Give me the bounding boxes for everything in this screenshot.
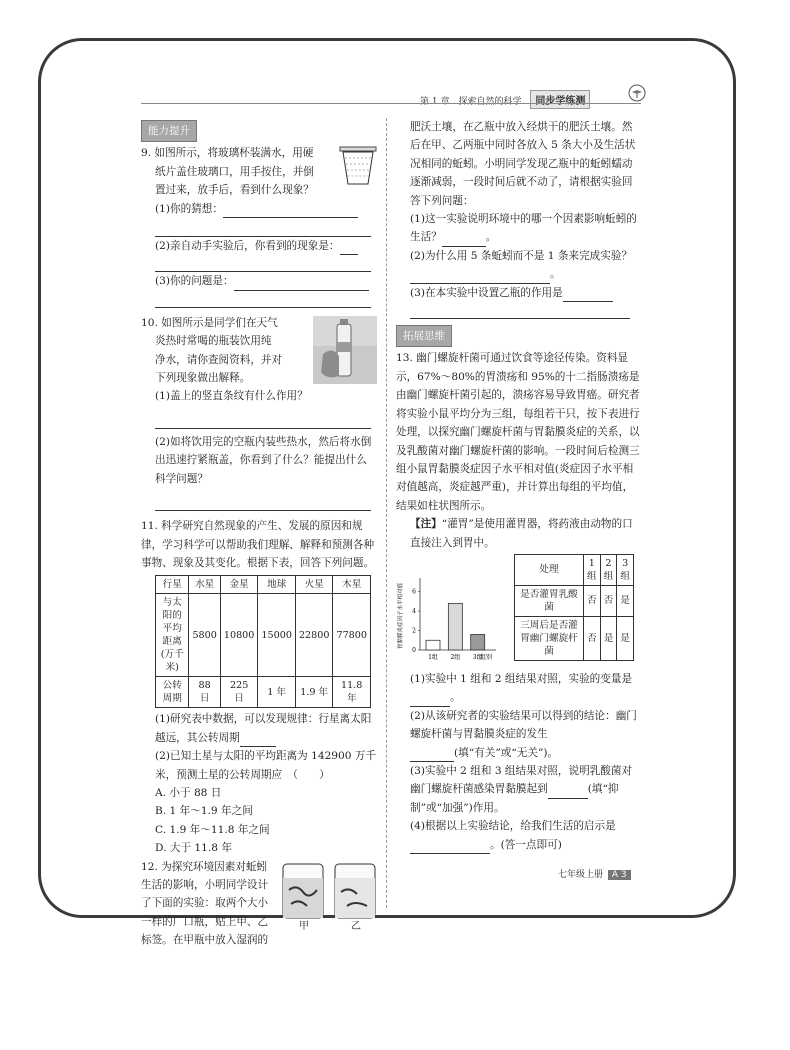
y-tick-label: 0 [412, 646, 416, 654]
q12-part1-text: (1)这一实验说明环境中的哪一个因素影响蚯蚓的生活？ [410, 213, 637, 244]
x-tick-label: 1组 [428, 653, 438, 661]
answer-blank[interactable] [410, 748, 454, 762]
jar-drawing [281, 860, 377, 920]
table-cell: 225 日 [220, 677, 258, 708]
answer-line[interactable] [155, 255, 371, 272]
table-cell: 否 [584, 616, 601, 660]
q13-part3b-text: (填“抑制”或“加强”)作用。 [410, 783, 619, 814]
table-header-row [515, 554, 634, 585]
chart-bars [426, 603, 485, 650]
table-cell: 11.8 年 [333, 677, 371, 708]
table-row [515, 585, 634, 616]
q9-part2 [141, 237, 377, 255]
answer-line[interactable] [155, 220, 371, 237]
q11-part2: (2)已知土星与太阳的平均距离为 142900 万千米，预测土星的公转周期应 （ ） [155, 750, 377, 781]
row-label: 公转周期 [156, 677, 189, 708]
q13-part3 [396, 762, 640, 817]
table-header: 木星 [333, 576, 371, 594]
table-cell: 88 日 [189, 677, 220, 708]
answer-line[interactable] [155, 494, 371, 511]
note-text: “灌胃”是使用灌胃器，将药液由动物的口直接注入到胃中。 [410, 518, 633, 549]
section-ability: 能力提升 [141, 120, 197, 142]
table-cell: 否 [584, 585, 601, 616]
table-header: 1 组 [584, 554, 601, 585]
column-divider [386, 118, 387, 908]
answer-blank[interactable] [410, 840, 490, 854]
answer-blank[interactable] [442, 233, 486, 247]
option-d[interactable]: D. 大于 11.8 年 [155, 842, 232, 855]
q9-part1 [141, 200, 377, 218]
q13-part2-text: (2)从该研究者的实验结果可以得到的结论：幽门螺旋杆菌与胃黏膜炎症的发生 [410, 709, 637, 741]
q12-continued: 肥沃土壤，在乙瓶中放入经烘干的肥沃土壤。然后在甲、乙两瓶中同时各放入 5 条大小及生活状况相同的蚯蚓。小明同学发现乙瓶中的蚯蚓蠕动逐渐减弱，一段时间后就不动了，请根据实验回答下列问题： [410, 121, 636, 207]
jar-a-label: 甲 [299, 920, 309, 932]
answer-blank[interactable] [223, 204, 358, 218]
q12-part3-text: (3)在本实验中设置乙瓶的作用是 [410, 286, 563, 299]
table-header: 金星 [220, 576, 258, 594]
table-cell: 1 年 [258, 677, 296, 708]
table-header: 行星 [156, 576, 189, 594]
q12-part1: (1)这一实验说明环境中的哪一个因素影响蚯蚓的生活？ 。 [396, 210, 640, 247]
answer-blank[interactable] [340, 241, 358, 255]
q11-intro: 11. 科学研究自然现象的产生、发展的原因和规律，学习科学可以帮助我们理解、解释和预测各种事物、现象及其变化。根据下表，回答下列问题。 [141, 520, 375, 569]
y-tick-label: 6 [412, 588, 416, 596]
header-rule [141, 103, 641, 104]
water-bottle-photo [313, 316, 377, 384]
q11-part1 [141, 710, 377, 747]
chart-xlabel: 组别 [479, 653, 492, 661]
answer-blank[interactable] [240, 733, 276, 747]
section-expand: 拓展思维 [396, 325, 452, 347]
q10-line4: 下列现象做出解释。 [155, 372, 251, 385]
chapter-title: 第 1 章 探索自然的科学 [420, 97, 522, 107]
y-tick-label: 2 [412, 627, 416, 635]
q12-part2-text: (2)为什么用 5 条蚯蚓而不是 1 条来完成实验？ [410, 249, 633, 262]
q13-part3-text: (3)实验中 2 组和 3 组结果对照，说明乳酸菌对幽门螺旋杆菌感染胃黏膜起到 [410, 764, 633, 796]
q13-part1-text: (1)实验中 1 组和 2 组结果对照，实验的变量是 [410, 672, 633, 685]
answer-blank[interactable] [563, 288, 613, 302]
table-cell: 10800 [220, 594, 258, 677]
option-c[interactable]: C. 1.9 年～11.8 年之间 [155, 823, 270, 836]
table-cell: 77800 [333, 594, 371, 677]
bar-2 [448, 603, 462, 650]
page-header [420, 90, 590, 109]
q13-text: 13. 幽门螺旋杆菌可通过饮食等途径传染。资料显示，67%～80%的胃溃疡和 95%的十二指肠溃疡是由幽门螺旋杆菌引起的，溃疡容易导致胃癌。研究者将实验小鼠平均分为三组，每组若干只，按下表进行处理，以探究幽门螺旋杆菌与胃黏膜炎症的关系，以及乳酸菌对幽门螺旋杆菌的影响。一段时间后检测三组小鼠胃黏膜炎症因子水平相对值(炎症因子水平相对值越高，炎症越严重)，并计算出每组的平均值，结果如柱状图所示。 [396, 352, 640, 512]
answer-line[interactable] [410, 302, 630, 319]
bar-1 [426, 640, 440, 650]
page-footer [558, 867, 631, 880]
answer-blank[interactable] [548, 785, 588, 799]
table-header-row [156, 576, 371, 594]
x-tick-label: 2组 [450, 653, 461, 661]
table-cell: 22800 [295, 594, 333, 677]
q9-part3 [141, 272, 377, 290]
question-12 [141, 858, 377, 950]
glass-cup-icon [339, 146, 377, 188]
table-header: 2 组 [600, 554, 617, 585]
chart-yticks [412, 589, 420, 654]
q9-line1: 9. 如图所示，将玻璃杯装满水，用硬 [141, 147, 314, 160]
q9-line2: 纸片盖住玻璃口，用手按住，并倒 [155, 165, 314, 178]
option-a[interactable]: A. 小于 88 日 [155, 786, 222, 799]
note-label: 【注】 [410, 518, 442, 531]
q10-line2: 炎热时常喝的瓶装饮用纯 [155, 335, 272, 348]
table-cell: 是 [617, 585, 634, 616]
q10-line3: 净水，请你查阅资料，并对 [155, 353, 283, 366]
table-cell: 是 [600, 616, 617, 660]
grade-label: 七年级上册 [558, 870, 604, 880]
table-cell: 5800 [189, 594, 220, 677]
q13-note [396, 515, 640, 552]
option-b[interactable]: B. 1 年～1.9 年之间 [155, 805, 253, 818]
answer-line[interactable] [155, 412, 371, 429]
table-row [156, 677, 371, 708]
q13-part2 [396, 707, 640, 762]
question-13 [396, 349, 640, 854]
planet-table [155, 575, 371, 708]
table-header: 处理 [515, 554, 584, 585]
earthworm-jars [281, 860, 377, 932]
x-tick-label: 3组 [472, 653, 483, 661]
table-header: 3 组 [617, 554, 634, 585]
table-header: 火星 [295, 576, 333, 594]
bar-3 [471, 634, 485, 650]
q13-part1: (1)实验中 1 组和 2 组结果对照，实验的变量是。 [396, 670, 640, 707]
jar-b-label: 乙 [351, 920, 361, 932]
q10-line1: 10. 如图所示是同学们在天气 [141, 316, 278, 329]
table-header: 地球 [258, 576, 296, 594]
table-cell: 1.9 年 [295, 677, 333, 708]
y-tick-label: 4 [412, 608, 416, 616]
q9-part1-text: (1)你的猜想： [155, 202, 223, 215]
row-label: 与太阳的平均距离(万千米) [156, 594, 189, 677]
row-label: 是否灌胃乳酸菌 [515, 585, 584, 616]
q13-part4b-text: 。(答一点即可) [490, 838, 562, 851]
row-label: 三周后是否灌胃幽门螺旋杆菌 [515, 616, 584, 660]
table-header: 水星 [189, 576, 220, 594]
q12-text: 12. 为探究环境因素对蚯蚓生活的影响，小明同学设计了下面的实验：取两个大小一样的广口瓶，贴上甲、乙标签。在甲瓶中放入湿润的 [141, 860, 269, 947]
inflammation-bar-chart [396, 568, 500, 668]
table-cell: 15000 [258, 594, 296, 677]
q9-part3-text: (3)你的问题是： [155, 275, 234, 288]
book-logo-icon [628, 84, 646, 102]
q12-part3 [396, 284, 640, 302]
chart-xticks [428, 653, 492, 661]
question-9 [141, 144, 377, 307]
q13-part4 [396, 817, 640, 854]
right-column [396, 118, 640, 854]
answer-blank[interactable] [410, 693, 450, 707]
question-10 [141, 314, 377, 511]
page-number: A 3 [608, 870, 631, 880]
q10-part2: (2)如将饮用完的空瓶内装些热水，然后将水倒出迅速拧紧瓶盖，你看到了什么？能提出什么科学问题？ [155, 435, 372, 485]
q13-part4-text: (4)根据以上实验结论，给我们生活的启示是 [410, 820, 616, 833]
question-11 [141, 517, 377, 857]
chart-ylabel: 胃黏膜炎症因子水平相对值 [398, 582, 404, 649]
q13-figure [396, 554, 640, 670]
table-row [515, 616, 634, 660]
q11-part1-text: (1)研究表中数据，可以发现规律：行星离太阳越远，其公转周期 [155, 713, 372, 744]
left-column [141, 118, 377, 950]
series-title: 同步学练测 [530, 90, 590, 109]
table-cell: 是 [617, 616, 634, 660]
answer-blank[interactable] [410, 270, 550, 284]
treatment-table [514, 554, 634, 661]
q10-part1: (1)盖上的竖直条纹有什么作用？ [155, 390, 308, 403]
q12-part2: (2)为什么用 5 条蚯蚓而不是 1 条来完成实验？。 [396, 247, 640, 284]
q13-part2b-text: (填“有关”或“无关”)。 [454, 746, 559, 759]
answer-blank[interactable] [234, 277, 369, 291]
table-row [156, 594, 371, 677]
answer-line[interactable] [155, 291, 371, 308]
q9-part2-text: (2)亲自动手实验后，你看到的现象是： [155, 240, 340, 253]
table-cell: 否 [600, 585, 617, 616]
q9-line3: 置过来，放手后，看到什么现象？ [155, 184, 314, 197]
